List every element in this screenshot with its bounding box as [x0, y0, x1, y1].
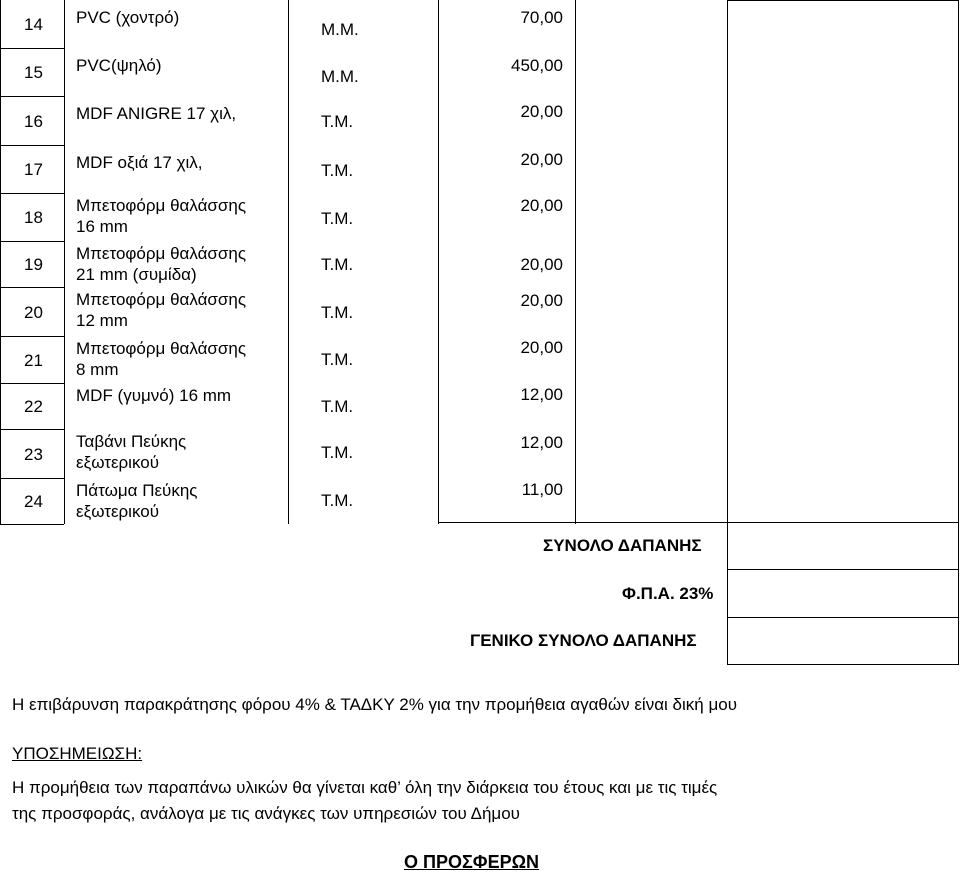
- row-unit: Μ.Μ.: [321, 67, 359, 86]
- column-divider: [288, 0, 289, 524]
- row-description: MDF (γυμνό) 16 mm: [76, 386, 232, 405]
- row-divider: [0, 145, 64, 146]
- row-description: Μπετοφόρμ θαλάσσης: [76, 244, 247, 263]
- row-number: 16: [24, 112, 43, 131]
- row-number: 21: [24, 351, 43, 370]
- row-unit: Μ.Μ.: [321, 20, 359, 39]
- row-divider: [0, 524, 64, 525]
- row-price: 12,00: [520, 433, 563, 452]
- row-price: 20,00: [520, 291, 563, 310]
- row-number: 18: [24, 208, 43, 227]
- row-description: Μπετοφόρμ θαλάσσης: [76, 196, 247, 215]
- row-description: Ταβάνι Πεύκης: [76, 432, 187, 451]
- row-price: 11,00: [521, 480, 563, 499]
- row-unit: Τ.Μ.: [321, 255, 354, 274]
- row-number: 19: [24, 255, 43, 274]
- totals-divider: [438, 522, 959, 523]
- row-number: 20: [24, 303, 43, 322]
- row-unit: Τ.Μ.: [321, 443, 354, 462]
- table-border-left: [0, 0, 1, 524]
- row-description: Πάτωμα Πεύκης: [76, 481, 198, 500]
- row-description: εξωτερικού: [76, 453, 160, 472]
- totals-divider: [727, 569, 959, 570]
- table-border-right: [958, 0, 959, 665]
- row-description: 8 mm: [76, 360, 119, 379]
- subtotal-label: ΣΥΝΟΛΟ ΔΑΠΑΝΗΣ: [543, 536, 702, 555]
- row-description: PVC (χοντρό): [76, 8, 180, 27]
- row-number: 14: [24, 15, 43, 34]
- row-description: MDF οξιά 17 χιλ,: [76, 153, 203, 172]
- vat-label: Φ.Π.Α. 23%: [622, 584, 714, 603]
- row-price: 70,00: [520, 8, 563, 27]
- row-description: PVC(ψηλό): [76, 56, 162, 75]
- row-number: 24: [24, 492, 43, 511]
- row-unit: Τ.Μ.: [321, 161, 354, 180]
- row-divider: [0, 48, 64, 49]
- table-border-top: [727, 0, 959, 1]
- row-divider: [0, 193, 64, 194]
- row-description: εξωτερικού: [76, 502, 160, 521]
- row-divider: [0, 287, 64, 288]
- row-number: 15: [24, 63, 43, 82]
- row-unit: Τ.Μ.: [321, 350, 354, 369]
- row-description: Μπετοφόρμ θαλάσσης: [76, 290, 247, 309]
- column-divider: [727, 0, 728, 665]
- row-price: 20,00: [520, 150, 563, 169]
- column-divider: [438, 0, 439, 524]
- row-description: 21 mm (συμίδα): [76, 265, 197, 284]
- row-divider: [0, 96, 64, 97]
- row-description: 16 mm: [76, 217, 128, 236]
- row-price: 450,00: [511, 56, 563, 75]
- grand-total-label: ΓΕΝΙΚΟ ΣΥΝΟΛΟ ΔΑΠΑΝΗΣ: [470, 631, 697, 650]
- row-description: Μπετοφόρμ θαλάσσης: [76, 339, 247, 358]
- totals-divider: [727, 664, 959, 665]
- row-divider: [0, 241, 64, 242]
- footnote-line-1: Η προμήθεια των παραπάνω υλικών θα γίνεται καθ’ όλη την διάρκεια του έτους και με τις τιμές: [12, 778, 718, 797]
- row-description: MDF ANIGRE 17 χιλ,: [76, 104, 237, 123]
- row-number: 17: [24, 160, 43, 179]
- row-number: 22: [24, 397, 43, 416]
- row-price: 12,00: [520, 385, 563, 404]
- row-description: 12 mm: [76, 311, 128, 330]
- row-unit: Τ.Μ.: [321, 112, 354, 131]
- footnote-line-2: της προσφοράς, ανάλογα με τις ανάγκες των υπηρεσιών του Δήμου: [12, 804, 520, 823]
- tax-statement: Η επιβάρυνση παρακράτησης φόρου 4% & ΤΑΔΚΥ 2% για την προμήθεια αγαθών είναι δική μου: [12, 695, 737, 714]
- row-unit: Τ.Μ.: [321, 491, 354, 510]
- column-divider: [575, 0, 576, 524]
- footnote-title: ΥΠΟΣΗΜΕΙΩΣΗ:: [12, 744, 143, 763]
- signature-label: Ο ΠΡΟΣΦΕΡΩΝ: [404, 852, 540, 872]
- row-number: 23: [24, 445, 43, 464]
- row-unit: Τ.Μ.: [321, 397, 354, 416]
- row-price: 20,00: [520, 196, 563, 215]
- row-divider: [0, 429, 64, 430]
- row-price: 20,00: [520, 338, 563, 357]
- row-price: 20,00: [520, 102, 563, 121]
- totals-divider: [727, 617, 959, 618]
- row-unit: Τ.Μ.: [321, 209, 354, 228]
- row-unit: Τ.Μ.: [321, 303, 354, 322]
- column-divider: [64, 0, 65, 524]
- row-price: 20,00: [520, 255, 563, 274]
